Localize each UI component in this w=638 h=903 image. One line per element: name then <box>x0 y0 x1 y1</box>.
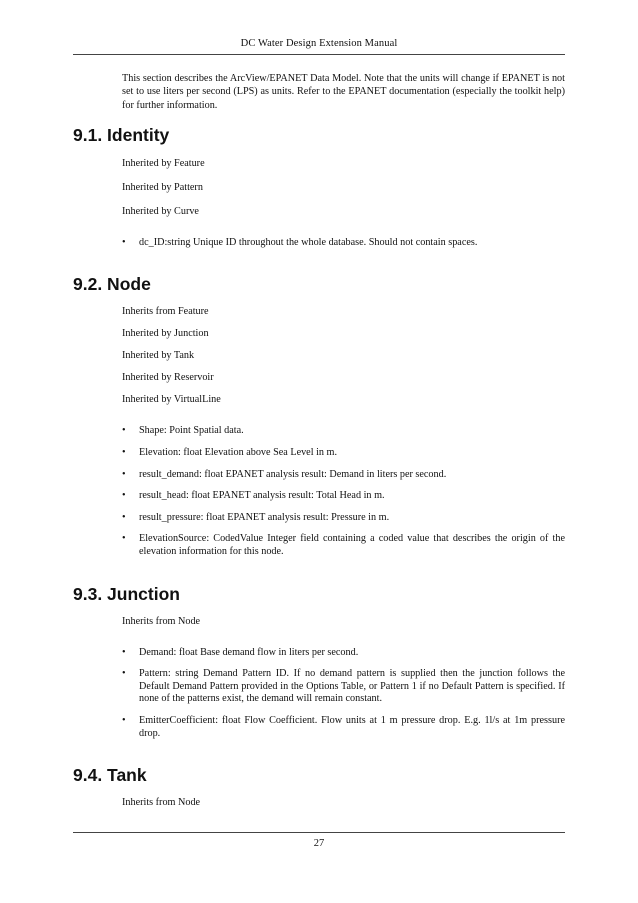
bullet-marker: • <box>122 490 126 502</box>
bullet-marker: • <box>122 468 126 480</box>
property-text: EmitterCoefficient: float Flow Coefficient. Flow units at 1 m pressure drop. E.g. 1l/s at 1m pressure drop. <box>139 715 565 739</box>
property-list-node <box>73 425 565 558</box>
property-text: result_head: float EPANET analysis result: Total Head in m. <box>139 490 385 502</box>
section-identity-lines <box>73 157 565 218</box>
property-text: Demand: float Base demand flow in liters per second. <box>139 646 359 658</box>
section-title-node: 9.2. Node <box>73 274 151 295</box>
property-item <box>122 668 565 706</box>
intro-paragraph: This section describes the ArcView/EPANET Data Model. Note that the units will change if EPANET is not set to use liters per second (LPS) as units. Refer to the EPANET documentation (especially the toolkit help) for further information. <box>122 73 565 111</box>
footer-rule <box>73 832 565 833</box>
property-item <box>122 715 565 740</box>
property-item <box>122 447 565 460</box>
inheritance-line: Inherits from Node <box>122 615 201 627</box>
property-text: result_demand: float EPANET analysis result: Demand in liters per second. <box>139 468 447 480</box>
property-item <box>122 237 565 250</box>
inheritance-line: Inherits from Node <box>122 797 201 809</box>
property-list-identity <box>73 237 565 250</box>
property-text: Pattern: string Demand Pattern ID. If no demand pattern is supplied then the junction follows the Default Demand Pattern provided in the Options Table, or Pattern 1 if no Default Pattern is specified. If none of the patterns exist, the demand will remain constant. <box>139 668 565 705</box>
bullet-marker: • <box>122 646 126 658</box>
property-item <box>122 533 565 558</box>
section-junction-lines <box>73 615 565 628</box>
section-title-identity: 9.1. Identity <box>73 124 170 145</box>
property-item <box>122 647 565 660</box>
property-list-junction <box>73 647 565 741</box>
bullet-marker: • <box>122 425 126 437</box>
inheritance-line: Inherited by Pattern <box>122 181 203 193</box>
property-item <box>122 490 565 503</box>
property-item <box>122 425 565 438</box>
property-text: result_pressure: float EPANET analysis result: Pressure in m. <box>139 511 390 523</box>
inheritance-line: Inherited by Junction <box>122 328 209 340</box>
section-tank-lines <box>73 796 565 809</box>
inheritance-line: Inherited by VirtualLine <box>122 394 221 406</box>
property-text: Elevation: float Elevation above Sea Level in m. <box>139 447 338 459</box>
property-item <box>122 469 565 482</box>
property-item <box>122 512 565 525</box>
bullet-marker: • <box>122 715 126 727</box>
inheritance-line: Inherits from Feature <box>122 306 209 318</box>
inheritance-line: Inherited by Curve <box>122 205 199 217</box>
inheritance-line: Inherited by Feature <box>122 157 205 169</box>
page-number: 27 <box>313 838 325 849</box>
page-content <box>73 72 565 809</box>
bullet-marker: • <box>122 447 126 459</box>
inheritance-line: Inherited by Tank <box>122 350 195 362</box>
bullet-marker: • <box>122 511 126 523</box>
header-rule <box>73 54 565 55</box>
bullet-marker: • <box>122 236 126 248</box>
bullet-marker: • <box>122 668 126 680</box>
property-text: ElevationSource: CodedValue Integer field containing a coded value that describes the origin of the elevation information for this node. <box>139 533 565 558</box>
property-text: dc_ID:string Unique ID throughout the whole database. Should not contain spaces. <box>139 236 478 248</box>
section-title-tank: 9.4. Tank <box>73 765 147 786</box>
inheritance-line: Inherited by Reservoir <box>122 372 214 384</box>
property-text: Shape: Point Spatial data. <box>139 425 244 437</box>
page-header: DC Water Design Extension Manual <box>240 38 398 49</box>
bullet-marker: • <box>122 533 126 545</box>
section-title-junction: 9.3. Junction <box>73 583 180 604</box>
section-node-lines <box>73 305 565 406</box>
